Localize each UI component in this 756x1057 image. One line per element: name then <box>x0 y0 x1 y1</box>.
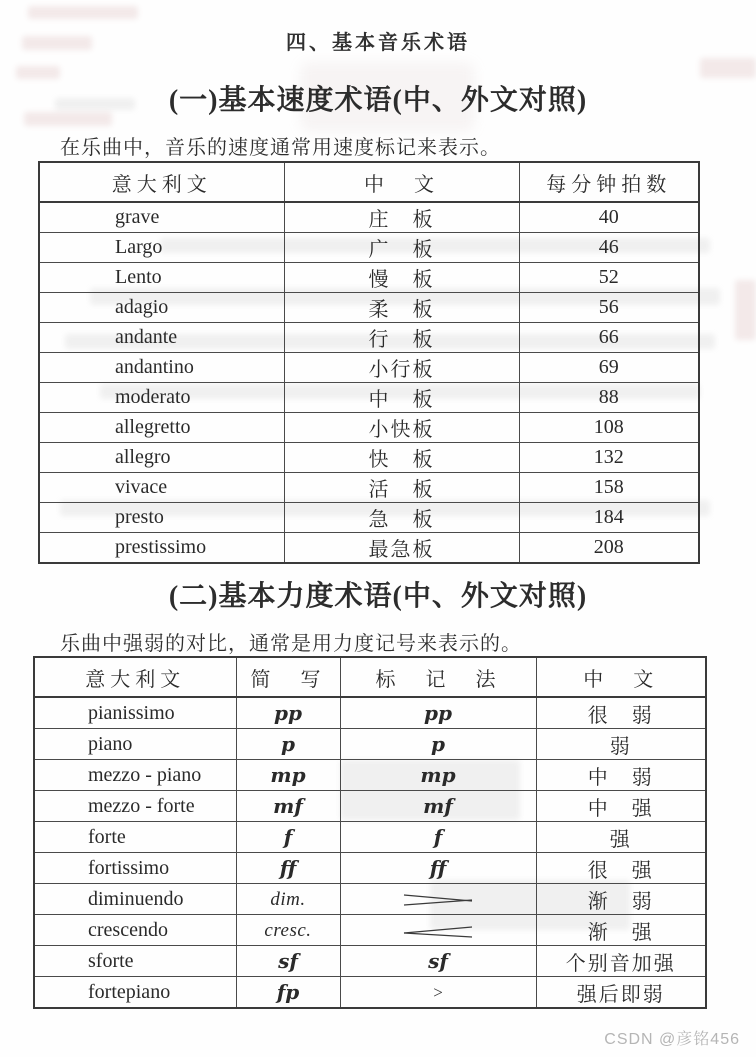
bpm-value-cell: 158 <box>519 473 699 503</box>
table-row <box>39 383 699 413</box>
italian-term-cell: fortepiano <box>34 977 236 1009</box>
table-row <box>34 946 706 977</box>
chinese-term-cell: 弱 <box>536 729 706 760</box>
italian-term-cell: mezzo - piano <box>34 760 236 791</box>
italian-term-cell: andantino <box>39 353 284 383</box>
abbreviation-cell <box>236 977 340 1009</box>
notation-mark-cell <box>340 760 536 791</box>
dynamic-symbol: pp <box>424 700 452 725</box>
table-row <box>34 915 706 946</box>
table-row <box>34 977 706 1009</box>
italian-term-cell: moderato <box>39 383 284 413</box>
csdn-watermark: CSDN @彦铭456 <box>604 1031 740 1048</box>
chinese-term-cell: 急 板 <box>284 503 519 533</box>
column-header: 意大利文 <box>34 657 236 697</box>
page-header: 四、基本音乐术语 <box>286 32 470 54</box>
italian-term-cell: andante <box>39 323 284 353</box>
chinese-term-cell: 渐 弱 <box>536 884 706 915</box>
abbreviation-cell <box>236 729 340 760</box>
table-row <box>34 853 706 884</box>
bpm-value-cell: 208 <box>519 533 699 564</box>
section2-intro: 乐曲中强弱的对比，通常是用力度记号来表示的。 <box>60 633 522 655</box>
notation-mark-cell <box>340 915 536 946</box>
decrescendo-hairpin-icon <box>402 892 474 908</box>
chinese-term-cell: 小快板 <box>284 413 519 443</box>
accent-mark: > <box>433 982 443 1002</box>
notation-mark-cell <box>340 946 536 977</box>
italian-term-cell: forte <box>34 822 236 853</box>
table-row <box>34 791 706 822</box>
italian-term-cell: piano <box>34 729 236 760</box>
italian-term-cell: presto <box>39 503 284 533</box>
italian-term-cell: allegretto <box>39 413 284 443</box>
table-row <box>39 443 699 473</box>
chinese-term-cell: 活 板 <box>284 473 519 503</box>
dynamics-table-header-row <box>34 657 706 697</box>
table-row <box>34 822 706 853</box>
notation-mark-cell <box>340 729 536 760</box>
notation-mark-cell <box>340 697 536 729</box>
notation-mark-cell <box>340 853 536 884</box>
table-row <box>39 263 699 293</box>
bpm-value-cell: 46 <box>519 233 699 263</box>
dynamics-table <box>33 656 707 1009</box>
bleed-through-mark <box>28 6 138 19</box>
section2-title: (二)基本力度术语(中、外文对照) <box>168 581 588 612</box>
column-header: 中 文 <box>284 162 519 202</box>
dynamic-symbol: mp <box>420 762 456 787</box>
italian-term-cell: vivace <box>39 473 284 503</box>
bpm-value-cell: 108 <box>519 413 699 443</box>
chinese-term-cell: 小行板 <box>284 353 519 383</box>
italian-term-cell: fortissimo <box>34 853 236 884</box>
chinese-term-cell: 强 <box>536 822 706 853</box>
abbreviation-cell <box>236 915 340 946</box>
bpm-value-cell: 40 <box>519 202 699 233</box>
abbreviation-cell <box>236 853 340 884</box>
table-row <box>34 697 706 729</box>
dynamic-symbol: sf <box>428 948 448 973</box>
italian-term-cell: Lento <box>39 263 284 293</box>
chinese-term-cell: 强后即弱 <box>536 977 706 1009</box>
section1-title: (一)基本速度术语(中、外文对照) <box>168 85 588 116</box>
bleed-through-mark <box>700 58 756 78</box>
column-header: 标 记 法 <box>340 657 536 697</box>
chinese-term-cell: 最急板 <box>284 533 519 564</box>
tempo-table-header-row <box>39 162 699 202</box>
column-header: 意大利文 <box>39 162 284 202</box>
bpm-value-cell: 69 <box>519 353 699 383</box>
chinese-term-cell: 很 强 <box>536 853 706 884</box>
chinese-term-cell: 中 弱 <box>536 760 706 791</box>
table-row <box>39 202 699 233</box>
abbreviation-cell <box>236 697 340 729</box>
table-row <box>39 503 699 533</box>
column-header: 中 文 <box>536 657 706 697</box>
column-header: 每分钟拍数 <box>519 162 699 202</box>
italian-term-cell: grave <box>39 202 284 233</box>
chinese-term-cell: 柔 板 <box>284 293 519 323</box>
italian-term-cell: mezzo - forte <box>34 791 236 822</box>
chinese-term-cell: 个别音加强 <box>536 946 706 977</box>
notation-mark-cell <box>340 822 536 853</box>
dynamic-symbol: mp <box>270 762 306 787</box>
chinese-term-cell: 中 板 <box>284 383 519 413</box>
table-row <box>39 233 699 263</box>
abbreviation-cell <box>236 760 340 791</box>
tempo-table <box>38 161 700 564</box>
italian-term-cell: Largo <box>39 233 284 263</box>
abbreviation-cell <box>236 884 340 915</box>
bpm-value-cell: 132 <box>519 443 699 473</box>
bpm-value-cell: 184 <box>519 503 699 533</box>
notation-mark-cell <box>340 791 536 822</box>
notation-mark-cell <box>340 977 536 1009</box>
dynamic-symbol: pp <box>274 700 302 725</box>
dynamic-symbol: f <box>283 824 293 849</box>
table-row <box>34 884 706 915</box>
dynamic-symbol: ff <box>279 855 297 880</box>
chinese-term-cell: 行 板 <box>284 323 519 353</box>
dynamic-symbol: mf <box>423 793 453 818</box>
bleed-through-mark <box>735 280 756 340</box>
dynamic-symbol: sf <box>278 948 298 973</box>
bpm-value-cell: 66 <box>519 323 699 353</box>
table-row <box>39 533 699 564</box>
abbreviation-cell <box>236 946 340 977</box>
dynamic-symbol: fp <box>276 979 300 1004</box>
italian-term-cell: pianissimo <box>34 697 236 729</box>
italian-term-cell: diminuendo <box>34 884 236 915</box>
chinese-term-cell: 中 强 <box>536 791 706 822</box>
dynamic-symbol: p <box>281 731 295 756</box>
column-header: 简 写 <box>236 657 340 697</box>
italian-term-cell: sforte <box>34 946 236 977</box>
table-row <box>39 353 699 383</box>
table-row <box>39 323 699 353</box>
notation-mark-cell <box>340 884 536 915</box>
chinese-term-cell: 庄 板 <box>284 202 519 233</box>
bpm-value-cell: 56 <box>519 293 699 323</box>
table-row <box>39 473 699 503</box>
dynamic-symbol: p <box>431 731 445 756</box>
chinese-term-cell: 渐 强 <box>536 915 706 946</box>
table-row <box>34 760 706 791</box>
abbreviation-cell <box>236 791 340 822</box>
chinese-term-cell: 快 板 <box>284 443 519 473</box>
table-row <box>39 293 699 323</box>
section1-intro: 在乐曲中，音乐的速度通常用速度标记来表示。 <box>60 137 501 159</box>
abbreviation-cell <box>236 822 340 853</box>
dynamic-symbol: ff <box>429 855 447 880</box>
chinese-term-cell: 很 弱 <box>536 697 706 729</box>
table-row <box>39 413 699 443</box>
dynamic-symbol: mf <box>273 793 303 818</box>
table-row <box>34 729 706 760</box>
italian-term-cell: adagio <box>39 293 284 323</box>
bpm-value-cell: 52 <box>519 263 699 293</box>
abbreviation-text: dim. <box>270 888 306 910</box>
italian-term-cell: prestissimo <box>39 533 284 564</box>
italian-term-cell: crescendo <box>34 915 236 946</box>
bpm-value-cell: 88 <box>519 383 699 413</box>
chinese-term-cell: 广 板 <box>284 233 519 263</box>
italian-term-cell: allegro <box>39 443 284 473</box>
crescendo-hairpin-icon <box>402 923 474 939</box>
abbreviation-text: cresc. <box>264 919 312 941</box>
dynamic-symbol: f <box>433 824 443 849</box>
chinese-term-cell: 慢 板 <box>284 263 519 293</box>
